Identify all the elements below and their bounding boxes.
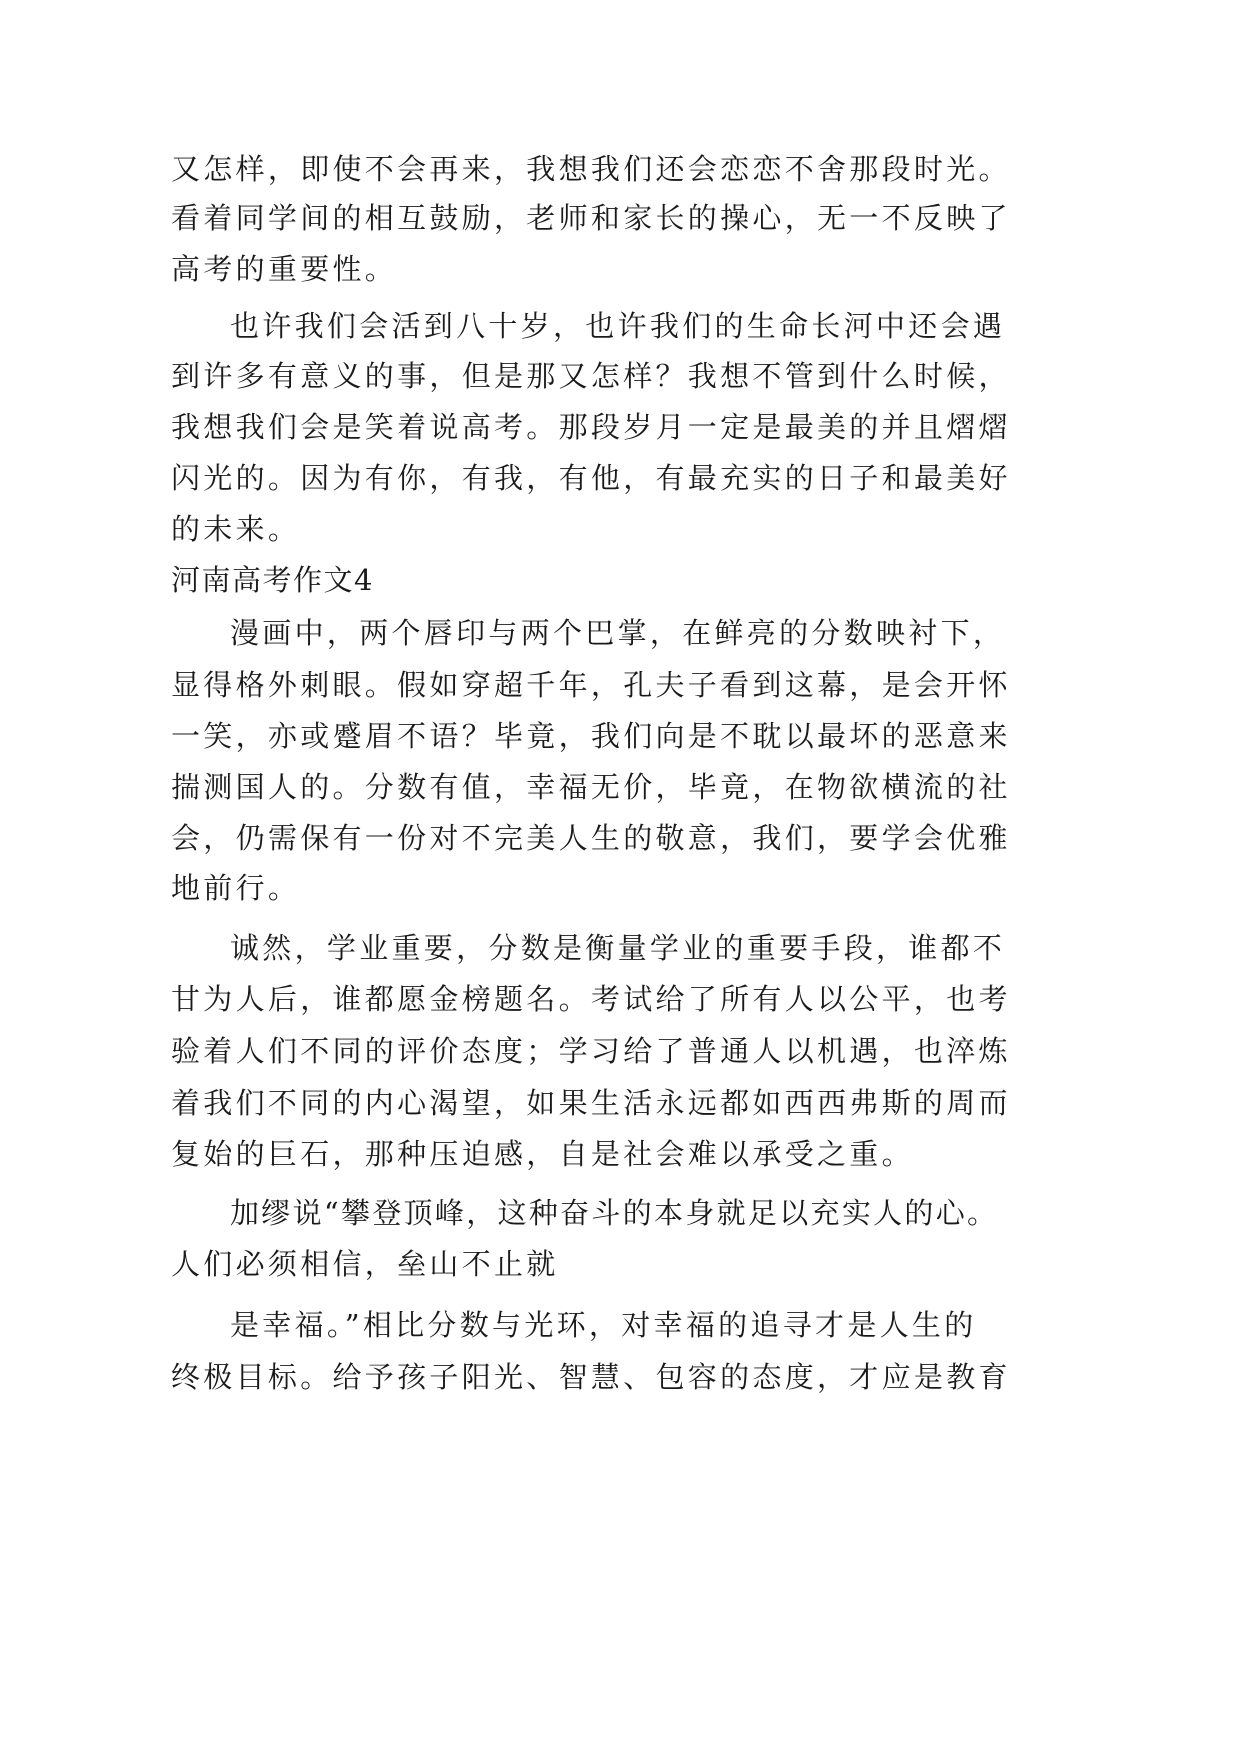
text-line: 一笑，亦或蹙眉不语？毕竟，我们向是不耽以最坏的恶意来 <box>171 719 1011 753</box>
text-line: 甘为人后，谁都愿金榜题名。考试给了所有人以公平，也考 <box>171 982 1011 1016</box>
text-line: 地前行。 <box>171 871 301 905</box>
text-line: 我想我们会是笑着说高考。那段岁月一定是最美的并且熠熠 <box>171 410 1011 444</box>
text-line: 又怎样，即使不会再来，我想我们还会恋恋不舍那段时光。 <box>171 152 1011 186</box>
text-line: 高考的重要性。 <box>171 252 398 286</box>
text-line: 也许我们会活到八十岁，也许我们的生命长河中还会遇 <box>230 309 1006 343</box>
text-line: 闪光的。因为有你，有我，有他，有最充实的日子和最美好 <box>171 461 1011 495</box>
text-line: 的未来。 <box>171 512 301 546</box>
text-line: 漫画中，两个唇印与两个巴掌，在鲜亮的分数映衬下， <box>230 616 1006 650</box>
text-line: 终极目标。给予孩子阳光、智慧、包容的态度，才应是教育 <box>171 1360 1011 1394</box>
text-line: 诚然，学业重要，分数是衡量学业的重要手段，谁都不 <box>230 931 1006 965</box>
text-line: 揣测国人的。分数有值，幸福无价，毕竟，在物欲横流的社 <box>171 770 1011 804</box>
section-heading: 河南高考作文4 <box>171 563 374 597</box>
text-line: 显得格外刺眼。假如穿超千年，孔夫子看到这幕，是会开怀 <box>171 668 1011 702</box>
text-line: 是幸福。”相比分数与光环，对幸福的追寻才是人生的 <box>230 1308 977 1342</box>
text-line: 验着人们不同的评价态度；学习给了普通人以机遇，也淬炼 <box>171 1034 1011 1068</box>
text-line: 会，仍需保有一份对不完美人生的敬意，我们，要学会优雅 <box>171 821 1011 855</box>
text-line: 加缪说“攀登顶峰，这种奋斗的本身就足以充实人的心。 <box>230 1196 999 1230</box>
text-line: 复始的巨石，那种压迫感，自是社会难以承受之重。 <box>171 1137 914 1171</box>
text-line: 着我们不同的内心渴望，如果生活永远都如西西弗斯的周而 <box>171 1086 1011 1120</box>
text-line: 人们必须相信，垒山不止就 <box>171 1247 559 1281</box>
text-line: 到许多有意义的事，但是那又怎样？我想不管到什么时候， <box>171 359 1011 393</box>
text-line: 看着同学间的相互鼓励，老师和家长的操心，无一不反映了 <box>171 201 1011 235</box>
